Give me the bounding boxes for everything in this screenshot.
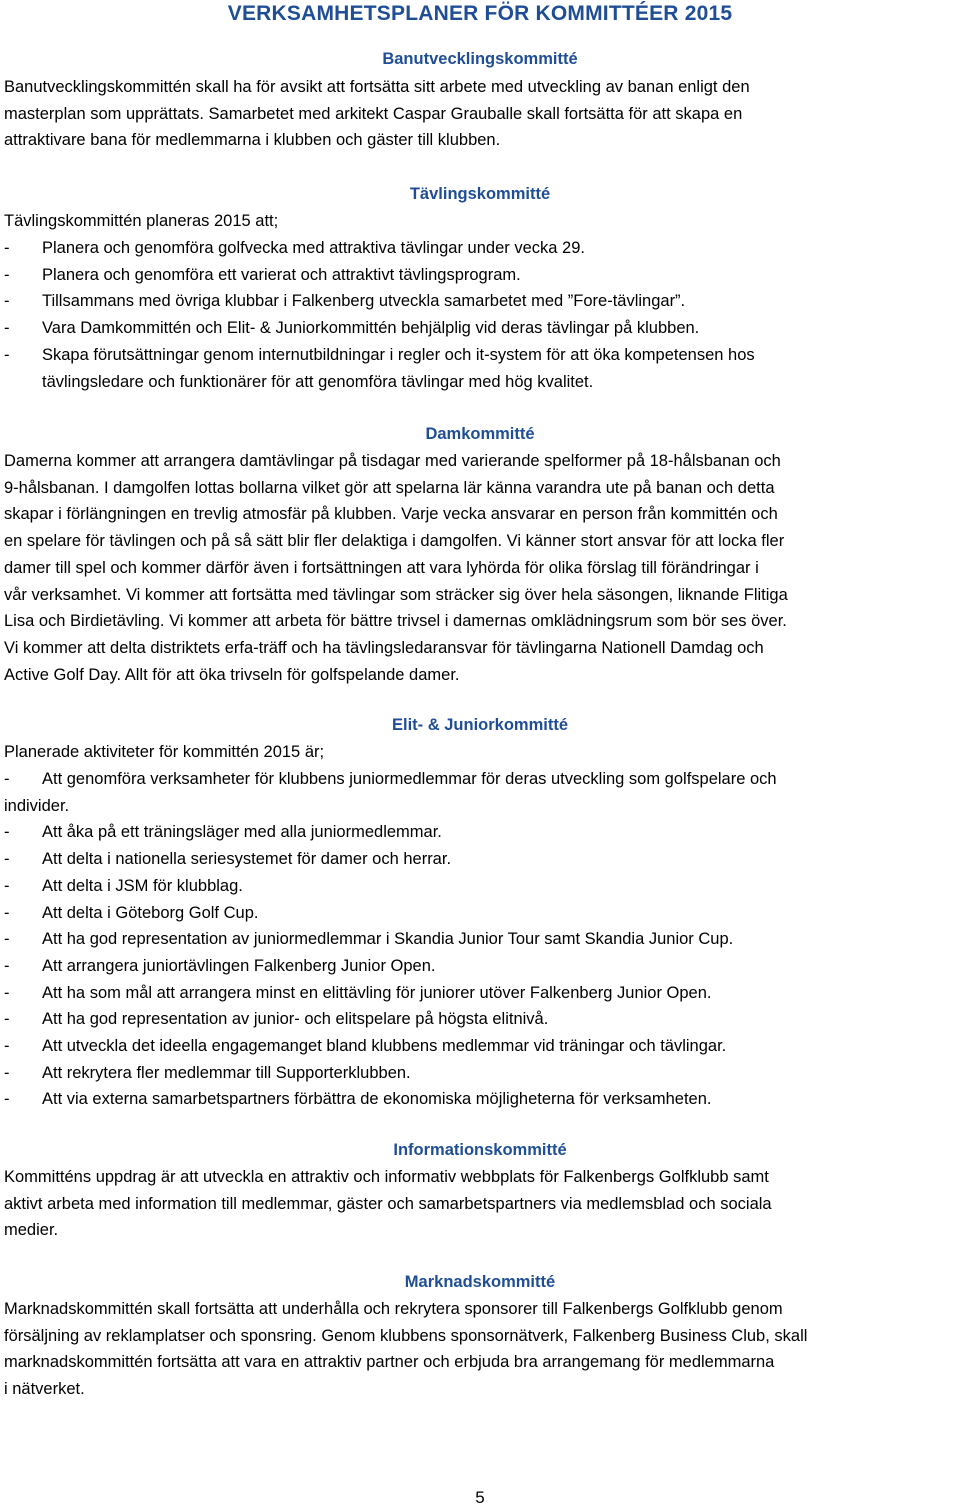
document-title: VERKSAMHETSPLANER FÖR KOMMITTÉER 2015	[227, 2, 733, 25]
paragraph-banutveckling	[4, 74, 956, 154]
paragraph-line: damer till spel och kommer därför även i fortsättningen att vara lyhörda för olika förslag till förändringar i	[4, 558, 759, 577]
list-item: - Att ha som mål att arrangera minst en elittävling för juniorer utöver Falkenberg Junior Open.	[4, 983, 712, 1002]
list-item: - Att åka på ett träningsläger med alla juniormedlemmar.	[4, 823, 442, 842]
paragraph-line: 9-hålsbanan. I damgolfen lottas bollarna vilket gör att spelarna lär känna varandra ute på banan och detta	[4, 478, 775, 497]
paragraph-line: Damerna kommer att arrangera damtävlingar på tisdagar med varierande spelformer på 18-hålsbanan och	[4, 452, 781, 470]
paragraph-line: Planerade aktiviteter för kommittén 2015 är;	[4, 743, 325, 761]
list-item: - Tillsammans med övriga klubbar i Falkenberg utveckla samarbetet med ”Fore-tävlingar”.	[4, 292, 686, 311]
heading-elit: Elit- & Juniorkommitté	[391, 716, 568, 734]
tavling-intro	[4, 208, 956, 235]
heading-dam: Damkommitté	[425, 425, 535, 443]
paragraph-line: Kommitténs uppdrag är att utveckla en attraktiv och informativ webbplats för Falkenbergs Golfklubb samt	[4, 1168, 769, 1186]
paragraph-line: marknadskommittén fortsätta att vara en attraktiv partner och erbjuda bra arrangemang för medlemmarna	[4, 1353, 775, 1372]
list-item: - Att utveckla det ideella engagemanget bland klubbens medlemmar vid träningar och tävlingar.	[4, 1037, 727, 1056]
paragraph-line: aktivt arbeta med information till medlemmar, gäster och samarbetspartners via medlemsblad och sociala	[4, 1194, 772, 1213]
list-item: - Att delta i Göteborg Golf Cup.	[4, 903, 259, 922]
list-item: - Planera och genomföra golfvecka med attraktiva tävlingar under vecka 29.	[4, 239, 585, 257]
paragraph-info	[4, 1164, 956, 1244]
list-item: - Att delta i nationella seriesystemet för damer och herrar.	[4, 850, 452, 869]
heading-info: Informationskommitté	[393, 1141, 567, 1159]
tavling-list	[4, 235, 956, 395]
elit-intro	[4, 739, 956, 766]
paragraph-line: masterplan som upprättats. Samarbetet med arkitekt Caspar Grauballe skall fortsätta för att skapa en	[4, 104, 743, 123]
list-item: - Att ha god representation av juniormedlemmar i Skandia Junior Tour samt Skandia Junior Cup.	[4, 930, 734, 949]
list-item: - Att genomföra verksamheter för klubbens juniormedlemmar för deras utveckling som golfspelare och individer.	[4, 770, 777, 815]
paragraph-line: vår verksamhet. Vi kommer att fortsätta med tävlingar som sträcker sig över hela säsongen, liknande Flitiga	[4, 585, 788, 604]
paragraph-line: Marknadskommittén skall fortsätta att underhålla och rekrytera sponsorer till Falkenbergs Golfklubb genom	[4, 1300, 783, 1318]
elit-list	[4, 766, 956, 1113]
paragraph-line: Vi kommer att delta distriktets erfa-träff och ha tävlingsledaransvar för tävlingarna Nationell Damdag och	[4, 638, 764, 657]
page-number: 5	[475, 1488, 485, 1507]
list-item: - Planera och genomföra ett varierat och attraktivt tävlingsprogram.	[4, 265, 521, 284]
heading-marknad: Marknadskommitté	[404, 1273, 556, 1291]
list-item: - Skapa förutsättningar genom internutbildningar i regler och it-system för att öka kompetensen hos tävlingsledare och funktionärer för att genomföra tävlingar med hög kvalitet.	[4, 345, 755, 391]
paragraph-line: Tävlingskommittén planeras 2015 att;	[4, 212, 279, 230]
heading-tavling: Tävlingskommitté	[409, 185, 551, 203]
list-item: - Att arrangera juniortävlingen Falkenberg Junior Open.	[4, 956, 436, 975]
paragraph-line: skapar i förlängningen en trevlig atmosfär på klubben. Varje vecka ansvarar en person från kommittén och	[4, 505, 778, 524]
list-item: - Att rekrytera fler medlemmar till Supporterklubben.	[4, 1063, 411, 1082]
list-item: - Vara Damkommittén och Elit- & Juniorkommittén behjälplig vid deras tävlingar på klubben.	[4, 319, 700, 338]
paragraph-line: försäljning av reklamplatser och sponsring. Genom klubbens sponsornätverk, Falkenberg Business Club, skall	[4, 1326, 808, 1345]
paragraph-line: medier.	[4, 1221, 59, 1240]
paragraph-line: Active Golf Day. Allt för att öka trivseln för golfspelande damer.	[4, 665, 460, 684]
heading-banutveckling: Banutvecklingskommitté	[382, 50, 578, 68]
paragraph-line: Banutvecklingskommittén skall ha för avsikt att fortsätta sitt arbete med utveckling av banan enligt den	[4, 78, 750, 96]
paragraph-dam	[4, 448, 956, 688]
paragraph-line: attraktivare bana för medlemmarna i klubben och gäster till klubben.	[4, 131, 501, 150]
paragraph-line: en spelare för tävlingen och på så sätt blir fler delaktiga i damgolfen. Vi känner stort ansvar för att locka fler	[4, 532, 785, 551]
list-item: - Att ha god representation av junior- och elitspelare på högsta elitnivå.	[4, 1010, 549, 1029]
paragraph-line: Lisa och Birdietävling. Vi kommer att arbeta för bättre trivsel i damernas omklädningsrum som bör ses över.	[4, 612, 787, 631]
paragraph-line: i nätverket.	[4, 1380, 85, 1399]
list-item: - Att via externa samarbetspartners förbättra de ekonomiska möjligheterna för verksamheten.	[4, 1090, 712, 1109]
paragraph-marknad	[4, 1296, 956, 1403]
list-item: - Att delta i JSM för klubblag.	[4, 876, 243, 895]
